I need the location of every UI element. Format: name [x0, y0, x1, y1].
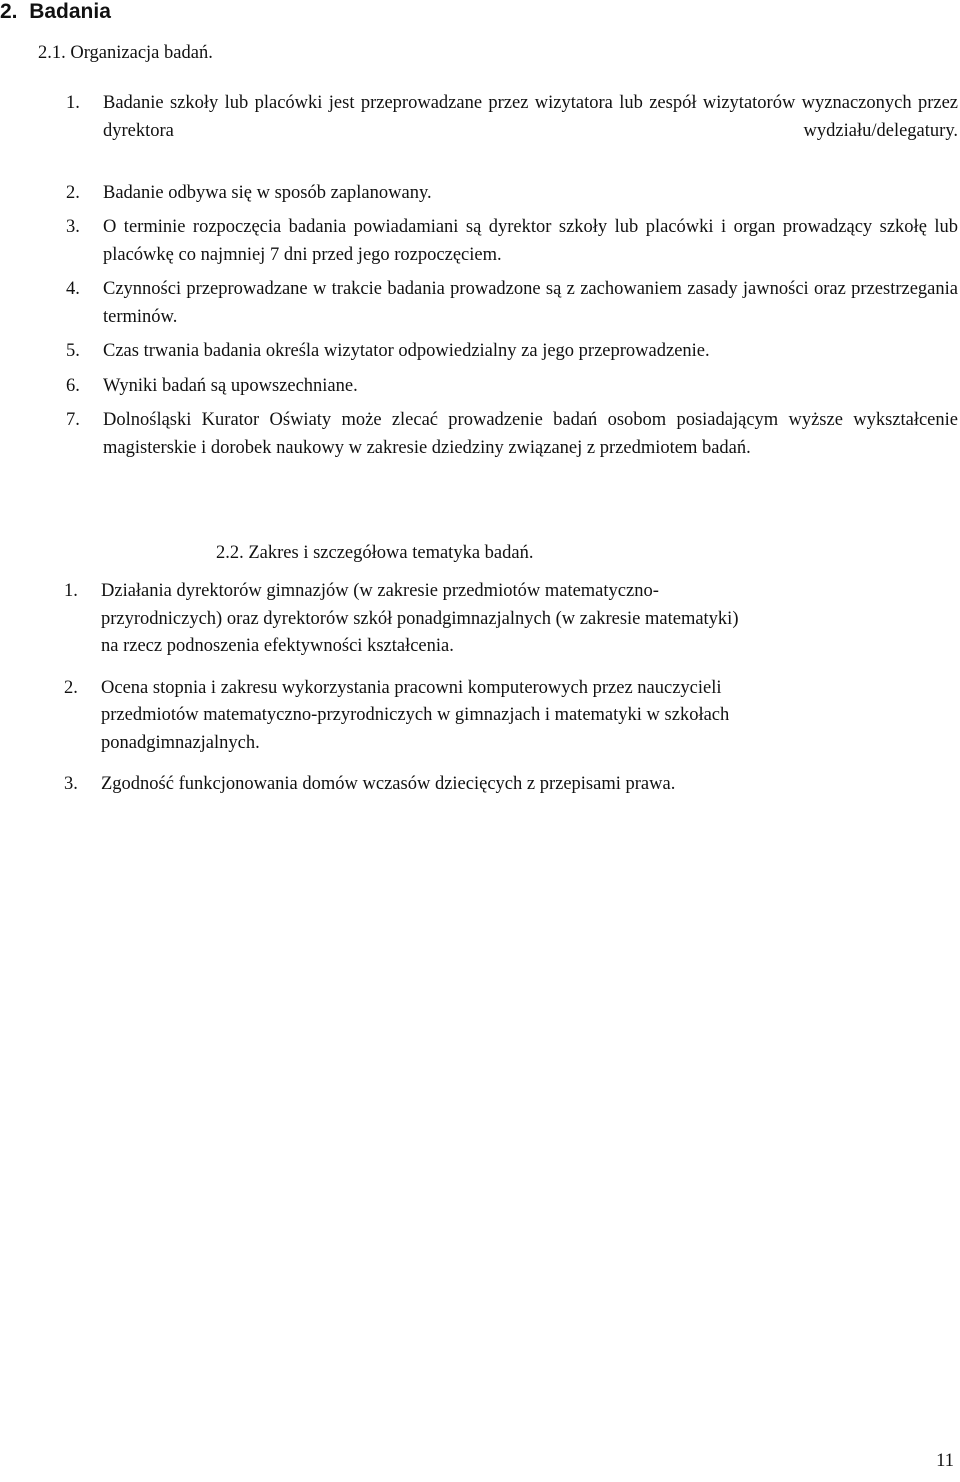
- list-item-number: 2.: [64, 677, 78, 698]
- list-item-number: 1.: [66, 93, 80, 113]
- list-item: [0, 214, 960, 269]
- list-item-number: 4.: [66, 279, 80, 299]
- list-item-text: Czynności przeprowadzane w trakcie badania prowadzone są z zachowaniem zasady jawności oraz przestrzegania terminów.: [103, 279, 958, 327]
- list-item: [0, 771, 940, 799]
- list-item-line: ponadgimnazjalnych.: [101, 732, 260, 753]
- page-number: 11: [936, 1451, 954, 1471]
- list-item-line: na rzecz podnoszenia efektywności kształcenia.: [101, 636, 454, 656]
- list-item-text: Dolnośląski Kurator Oświaty może zlecać prowadzenie badań osobom posiadającym wyższe wykształcenie magisterskie i dorobek naukowy w zakresie dziedziny związanej z przedmiotem badań.: [103, 410, 958, 458]
- list-item: [0, 338, 960, 366]
- list-item-line: Zgodność funkcjonowania domów wczasów dziecięcych z przepisami prawa.: [101, 774, 676, 794]
- list-item: [0, 90, 960, 173]
- list-item: [0, 373, 960, 401]
- list-item: [0, 276, 960, 331]
- list-item: [0, 180, 960, 208]
- list-item-text: Badanie szkoły lub placówki jest przeprowadzane przez wizytatora lub zespół wizytatorów wyznaczonych przez dyrektora wydziału/delegatury.: [103, 93, 958, 141]
- list-item-text: O terminie rozpoczęcia badania powiadamiani są dyrektor szkoły lub placówki i organ prowadzący szkołę lub placówkę co najmniej 7 dni przed jego rozpoczęciem.: [103, 217, 958, 265]
- list-item-number: 3.: [64, 774, 78, 794]
- list-item-number: 1.: [64, 581, 78, 601]
- section-number: 2.: [0, 0, 18, 23]
- list-item-text: Badanie odbywa się w sposób zaplanowany.: [103, 182, 432, 203]
- section-heading: [0, 0, 111, 26]
- list-item-line: Ocena stopnia i zakresu wykorzystania pracowni komputerowych przez nauczycieli: [101, 677, 722, 698]
- section-title: Badania: [29, 0, 111, 23]
- list-item-number: 3.: [66, 217, 80, 237]
- organization-list: [0, 90, 960, 469]
- list-item-number: 5.: [66, 341, 80, 361]
- list-item-number: 7.: [66, 410, 80, 430]
- list-item-line: przedmiotów matematyczno-przyrodniczych w gimnazjach i matematyki w szkołach: [101, 705, 730, 725]
- list-item: [0, 407, 960, 462]
- list-item-text: Wyniki badań są upowszechniane.: [103, 375, 358, 396]
- list-item: [0, 675, 940, 758]
- scope-list: [0, 578, 940, 813]
- list-item-line: przyrodniczych) oraz dyrektorów szkół ponadgimnazjalnych (w zakresie matematyki): [101, 608, 739, 629]
- list-item-line: Działania dyrektorów gimnazjów (w zakresie przedmiotów matematyczno-: [101, 581, 659, 601]
- subsection-heading-organization: 2.1. Organizacja badań.: [38, 43, 213, 63]
- list-item-text: Czas trwania badania określa wizytator odpowiedzialny za jego przeprowadzenie.: [103, 341, 710, 361]
- list-item-number: 2.: [66, 182, 80, 203]
- subsection-heading-scope: 2.2. Zakres i szczegółowa tematyka badań.: [216, 543, 534, 563]
- list-item: [0, 578, 940, 661]
- list-item-number: 6.: [66, 375, 80, 396]
